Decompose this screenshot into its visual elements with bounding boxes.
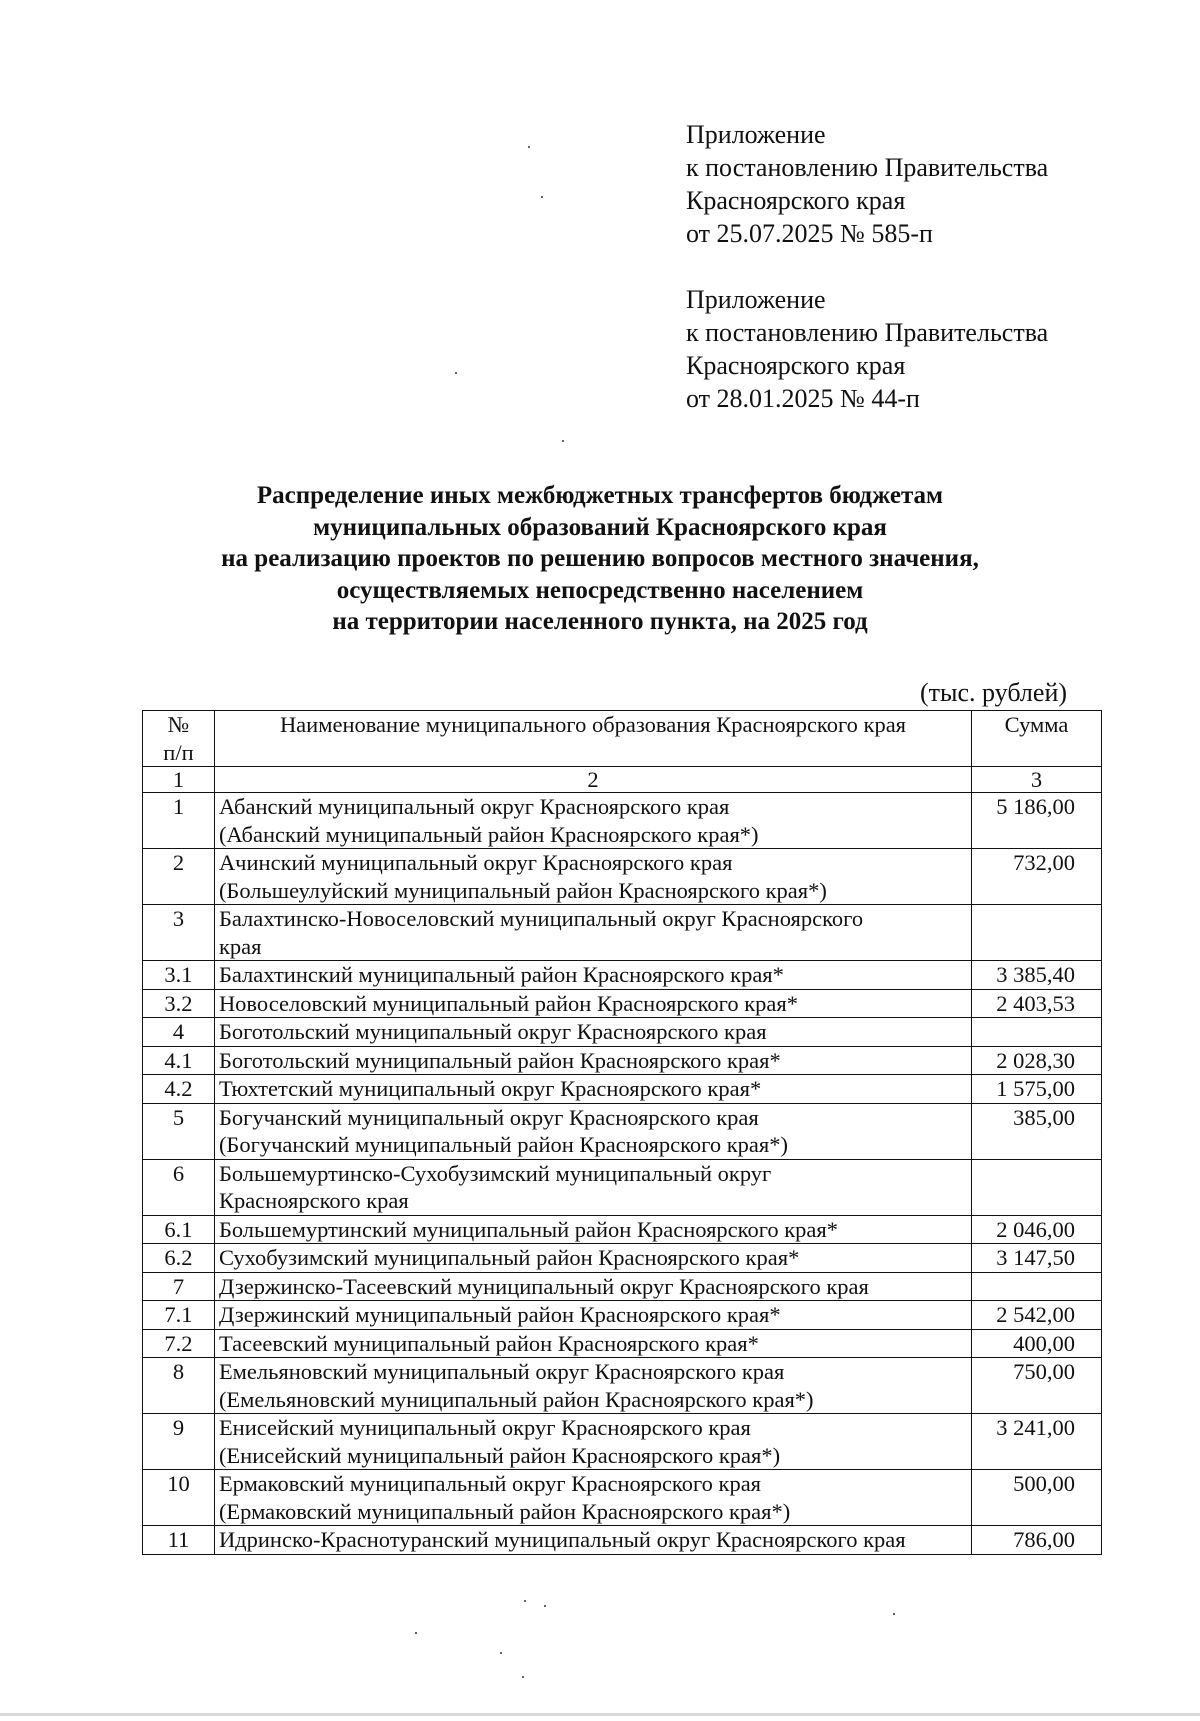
table-row	[143, 1301, 1102, 1330]
row-amount: 3 241,00	[972, 1414, 1102, 1470]
row-number: 3	[143, 905, 215, 961]
header-num: № п/п	[143, 711, 215, 767]
document-title	[0, 480, 1200, 638]
row-municipality-name: Енисейский муниципальный округ Красноярского края (Енисейский муниципальный район Красноярского края*)	[214, 1414, 971, 1470]
table-row	[143, 1075, 1102, 1104]
row-number: 6	[143, 1159, 215, 1215]
table-row	[143, 1244, 1102, 1273]
table-row	[143, 961, 1102, 990]
title-line2: муниципальных образований Красноярского края	[313, 513, 887, 541]
row-municipality-name: Балахтинско-Новоселовский муниципальный округ Красноярского края	[214, 905, 971, 961]
table-row	[143, 1018, 1102, 1047]
row-number: 3.1	[143, 961, 215, 990]
row-number: 6.1	[143, 1215, 215, 1244]
row-number: 3.2	[143, 989, 215, 1018]
row-number: 8	[143, 1358, 215, 1414]
row-municipality-name: Большемуртинско-Сухобузимский муниципальный округ Красноярского края	[214, 1159, 971, 1215]
row-municipality-name: Емельяновский муниципальный округ Красноярского края (Емельяновский муниципальный район Красноярского края*)	[214, 1358, 971, 1414]
appendix-original-line4: от 28.01.2025 № 44-п	[686, 384, 920, 413]
title-line4: осуществляемых непосредственно населением	[336, 576, 864, 604]
scan-bottom-edge	[0, 1713, 1200, 1716]
row-municipality-name: Тюхтетский муниципальный округ Красноярского края*	[214, 1075, 971, 1104]
row-municipality-name: Богучанский муниципальный округ Красноярского края (Богучанский муниципальный район Красноярского края*)	[214, 1103, 971, 1159]
table-row	[143, 1414, 1102, 1470]
row-number: 4	[143, 1018, 215, 1047]
units-label: (тыс. рублей)	[920, 678, 1068, 707]
header-name: Наименование муниципального образования Красноярского края	[214, 711, 971, 767]
row-amount: 3 147,50	[972, 1244, 1102, 1273]
row-municipality-name: Ачинский муниципальный округ Красноярского края (Большеулуйский муниципальный район Красноярского края*)	[214, 849, 971, 905]
index-col2: 2	[214, 767, 971, 793]
row-amount	[972, 905, 1102, 961]
table-row	[143, 1358, 1102, 1414]
row-amount: 750,00	[972, 1358, 1102, 1414]
row-amount: 1 575,00	[972, 1075, 1102, 1104]
row-number: 6.2	[143, 1244, 215, 1273]
row-municipality-name: Балахтинский муниципальный район Красноярского края*	[214, 961, 971, 990]
row-amount: 385,00	[972, 1103, 1102, 1159]
distribution-table	[142, 710, 1102, 1555]
appendix-original-line3: Красноярского края	[686, 351, 906, 380]
table-index-row	[143, 767, 1102, 793]
table-row	[143, 1159, 1102, 1215]
row-amount: 786,00	[972, 1526, 1102, 1555]
row-municipality-name: Тасеевский муниципальный район Красноярского края*	[214, 1329, 971, 1358]
row-amount: 3 385,40	[972, 961, 1102, 990]
title-line1: Распределение иных межбюджетных трансфертов бюджетам	[256, 482, 944, 509]
index-col1: 1	[143, 767, 215, 793]
table-row	[143, 989, 1102, 1018]
title-line3: на реализацию проектов по решению вопросов местного значения,	[221, 545, 979, 572]
row-amount: 2 028,30	[972, 1046, 1102, 1075]
appendix-current-line3: Красноярского края	[686, 186, 906, 215]
row-amount: 400,00	[972, 1329, 1102, 1358]
row-number: 7.1	[143, 1301, 215, 1330]
table-row	[143, 1103, 1102, 1159]
table-row	[143, 1470, 1102, 1526]
row-amount: 5 186,00	[972, 793, 1102, 849]
row-municipality-name: Боготольский муниципальный округ Красноярского края	[214, 1018, 971, 1047]
header-sum: Сумма	[972, 711, 1102, 767]
table-row	[143, 905, 1102, 961]
table-row	[143, 849, 1102, 905]
row-municipality-name: Боготольский муниципальный район Красноярского края*	[214, 1046, 971, 1075]
row-amount	[972, 1159, 1102, 1215]
appendix-original-line2: к постановлению Правительства	[686, 318, 1049, 347]
row-municipality-name: Новоселовский муниципальный район Красноярского края*	[214, 989, 971, 1018]
table-row	[143, 1526, 1102, 1555]
table-row	[143, 1329, 1102, 1358]
row-amount: 2 403,53	[972, 989, 1102, 1018]
row-number: 10	[143, 1470, 215, 1526]
row-municipality-name: Сухобузимский муниципальный район Красноярского края*	[214, 1244, 971, 1273]
row-number: 2	[143, 849, 215, 905]
appendix-original	[686, 283, 1048, 415]
table-row	[143, 1215, 1102, 1244]
row-amount: 732,00	[972, 849, 1102, 905]
appendix-current-line1: Приложение	[686, 120, 826, 149]
table-body	[143, 793, 1102, 1555]
title-line5: на территории населенного пункта, на 2025 год	[332, 608, 868, 635]
row-number: 7.2	[143, 1329, 215, 1358]
row-number: 4.2	[143, 1075, 215, 1104]
row-amount: 2 542,00	[972, 1301, 1102, 1330]
row-number: 11	[143, 1526, 215, 1555]
table-row	[143, 1272, 1102, 1301]
row-number: 5	[143, 1103, 215, 1159]
appendix-original-line1: Приложение	[686, 285, 826, 314]
table-row	[143, 1046, 1102, 1075]
row-amount: 500,00	[972, 1470, 1102, 1526]
table-header-row	[143, 711, 1102, 767]
row-amount	[972, 1018, 1102, 1047]
row-municipality-name: Дзержинский муниципальный район Красноярского края*	[214, 1301, 971, 1330]
row-amount	[972, 1272, 1102, 1301]
row-number: 9	[143, 1414, 215, 1470]
table-row	[143, 793, 1102, 849]
row-municipality-name: Абанский муниципальный округ Красноярского края (Абанский муниципальный район Красноярского края*)	[214, 793, 971, 849]
appendix-current-line2: к постановлению Правительства	[686, 153, 1049, 182]
row-municipality-name: Идринско-Краснотуранский муниципальный округ Красноярского края	[214, 1526, 971, 1555]
appendix-current	[686, 118, 1048, 250]
row-number: 4.1	[143, 1046, 215, 1075]
appendix-current-line4: от 25.07.2025 № 585-п	[686, 219, 933, 248]
row-amount: 2 046,00	[972, 1215, 1102, 1244]
row-number: 1	[143, 793, 215, 849]
index-col3: 3	[972, 767, 1102, 793]
row-municipality-name: Ермаковский муниципальный округ Красноярского края (Ермаковский муниципальный район Красноярского края*)	[214, 1470, 971, 1526]
row-number: 7	[143, 1272, 215, 1301]
row-municipality-name: Дзержинско-Тасеевский муниципальный округ Красноярского края	[214, 1272, 971, 1301]
row-municipality-name: Большемуртинский муниципальный район Красноярского края*	[214, 1215, 971, 1244]
